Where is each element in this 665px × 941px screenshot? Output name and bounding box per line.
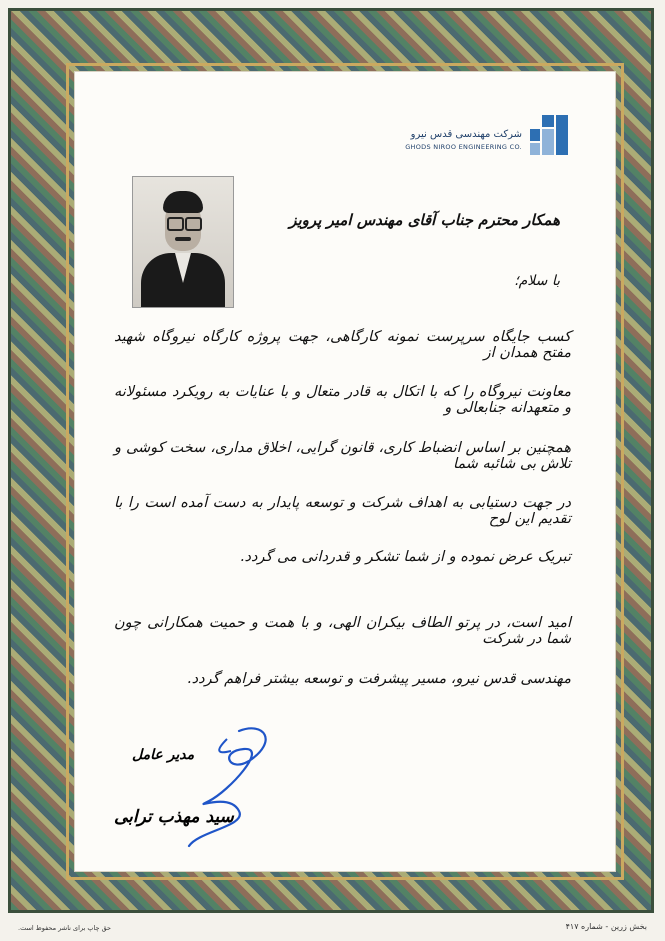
company-name-fa: شرکت مهندسی قدس نیرو (410, 129, 522, 140)
letter-line: همچنین بر اساس انضباط کاری، قانون گرایی، اخلاق مداری، سخت کوشی و تلاش بی شائبه شما (114, 440, 571, 472)
copyright-note: حق چاپ برای ناشر محفوظ است. (18, 924, 112, 932)
letter-line: مهندسی قدس نیرو، مسیر پیشرفت و توسعه بیشتر فراهم گردد. (187, 671, 571, 687)
signer-title: مدیر عامل (132, 747, 195, 763)
letter-line: معاونت نیروگاه را که با اتکال به قادر متعال و با عنایات به رویکرد مسئولانه و متعهدانه جنابعالی و (114, 384, 571, 416)
letter-line: امید است، در پرتو الطاف بیکران الهی، و با همت و حمیت همکارانی چون شما در شرکت (114, 615, 571, 647)
letter-line: در جهت دستیابی به اهداف شرکت و توسعه پایدار به دست آمده است را با تقدیم این لوح (114, 495, 571, 527)
issue-number: بخش زرین - شماره ۴۱۷ (565, 922, 647, 931)
company-logo (378, 115, 568, 175)
signature-image (169, 721, 289, 851)
company-name-en: GHODS NIROO ENGINEERING CO. (405, 143, 522, 151)
certificate-paper (74, 71, 616, 872)
portrait-photo (132, 176, 234, 308)
letter-line: کسب جایگاه سرپرست نمونه کارگاهی، جهت پروژه کارگاه نیروگاه شهید مفتح همدان از (114, 329, 571, 361)
letter-line: تبریک عرض نموده و از شما تشکر و قدردانی می گردد. (239, 549, 571, 565)
ornamental-border (8, 8, 654, 913)
company-logo-icon (530, 115, 568, 155)
signer-name: سید مهذب ترابی (114, 807, 234, 827)
letter-salutation: با سلام؛ (514, 273, 560, 289)
letter-greeting: همکار محترم جناب آقای مهندس امیر پرویز (289, 211, 560, 229)
